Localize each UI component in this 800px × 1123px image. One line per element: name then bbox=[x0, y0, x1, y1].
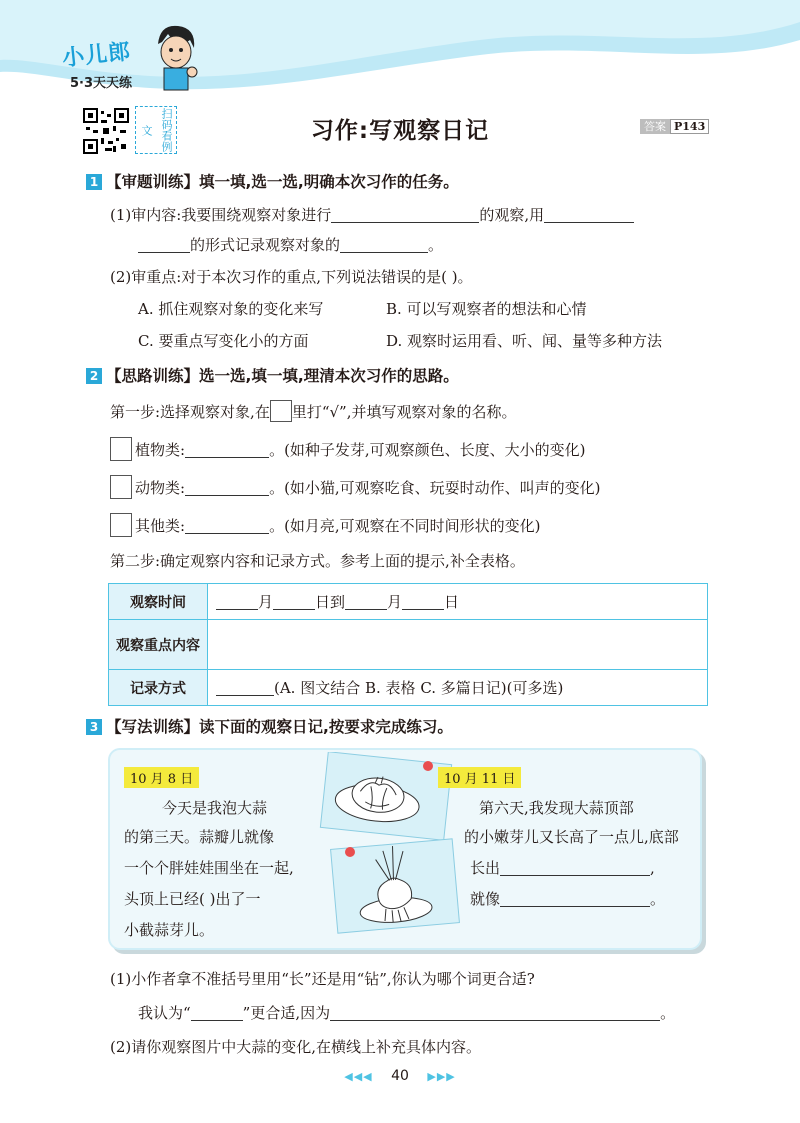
answer-reference bbox=[640, 118, 709, 134]
diary1-line: 小截蒜芽儿。 bbox=[124, 921, 215, 939]
reason-blank[interactable] bbox=[330, 1004, 660, 1021]
diary2-date: 10 月 11 日 bbox=[438, 767, 521, 788]
diary2-line: 长出 , bbox=[470, 859, 655, 877]
end-day-blank[interactable] bbox=[402, 593, 444, 610]
blank-observe-aspect[interactable] bbox=[340, 236, 428, 253]
blank-record-form[interactable] bbox=[544, 206, 634, 223]
prev-arrows: ◀◀◀ bbox=[344, 1070, 373, 1083]
s3-q1-answer: 我认为“ ”更合适,因为 。 bbox=[138, 1004, 676, 1022]
step1-instruction: 第一步:选择观察对象,在 里打“√”,并填写观察对象的名称。 bbox=[110, 400, 517, 422]
blank-record-form-cont[interactable] bbox=[138, 236, 190, 253]
section-1-heading bbox=[86, 170, 459, 192]
start-month-blank[interactable] bbox=[216, 593, 258, 610]
section-2-title: 【思路训练】选一选,填一填,理清本次习作的思路。 bbox=[106, 367, 459, 385]
method-blank[interactable] bbox=[216, 679, 274, 696]
option-b[interactable]: B. 可以写观察者的想法和心情 bbox=[386, 300, 587, 318]
option-c[interactable]: C. 要重点写变化小的方面 bbox=[138, 332, 309, 350]
plant-checkbox[interactable] bbox=[110, 437, 132, 461]
page-number: 40 bbox=[391, 1068, 409, 1084]
sample-checkbox bbox=[270, 400, 292, 422]
s3-q1: (1)小作者拿不准括号里用“长”还是用“钻”,你认为哪个词更合适? bbox=[110, 970, 535, 988]
time-cell[interactable]: 月 日到 月 日 bbox=[208, 584, 708, 620]
option-a[interactable]: A. 抓住观察对象的变化来写 bbox=[138, 300, 324, 318]
garlic-photo-day3 bbox=[316, 752, 456, 840]
method-cell[interactable]: (A. 图文结合 B. 表格 C. 多篇日记)(可多选) bbox=[208, 670, 708, 706]
s1-q1-line2: 的形式记录观察对象的 。 bbox=[138, 234, 443, 255]
answer-page: P143 bbox=[670, 119, 709, 134]
row-head-focus: 观察重点内容 bbox=[109, 620, 208, 670]
mascot-boy-icon bbox=[150, 22, 200, 92]
garlic-photo-day6 bbox=[326, 836, 464, 936]
animal-row: 动物类: 。(如小猫,可观察吃食、玩耍时动作、叫声的变化) bbox=[110, 475, 601, 499]
table-row bbox=[109, 670, 708, 706]
diary1-line: 今天是我泡大蒜 bbox=[162, 799, 268, 817]
start-day-blank[interactable] bbox=[273, 593, 315, 610]
next-arrows: ▶▶▶ bbox=[427, 1070, 456, 1083]
focus-cell[interactable] bbox=[208, 620, 708, 670]
other-name-blank[interactable] bbox=[185, 517, 269, 534]
blank-observe-type[interactable] bbox=[331, 206, 479, 223]
diary1-date: 10 月 8 日 bbox=[124, 767, 199, 788]
diary2-line: 第六天,我发现大蒜顶部 bbox=[479, 799, 634, 817]
s1-q2: (2)审重点:对于本次习作的重点,下列说法错误的是( )。 bbox=[110, 268, 473, 286]
step2-instruction: 第二步:确定观察内容和记录方式。参考上面的提示,补全表格。 bbox=[110, 552, 525, 570]
diary1-line: 的第三天。蒜瓣儿就像 bbox=[124, 828, 275, 846]
section-3-number: 3 bbox=[86, 719, 102, 735]
table-row bbox=[109, 620, 708, 670]
section-1-number: 1 bbox=[86, 174, 102, 190]
section-3-title: 【写法训练】读下面的观察日记,按要求完成练习。 bbox=[106, 718, 453, 736]
section-3-heading bbox=[86, 715, 453, 737]
scan-for-example-text: 扫码看例文 bbox=[135, 106, 177, 154]
s1-q1-line1: (1)审内容:我要围绕观察对象进行 的观察,用 bbox=[110, 204, 634, 225]
brand-logo: 小儿郎 bbox=[61, 39, 133, 72]
diary1-line: 一个个胖娃娃围坐在一起, bbox=[124, 859, 294, 877]
diary2-line: 的小嫩芽儿又长高了一点儿,底部 bbox=[464, 828, 679, 846]
roots-blank[interactable] bbox=[500, 859, 650, 876]
animal-checkbox[interactable] bbox=[110, 475, 132, 499]
diary1-line: 头顶上已经( )出了一 bbox=[124, 890, 261, 908]
section-2-number: 2 bbox=[86, 368, 102, 384]
answer-label: 答案 bbox=[640, 119, 670, 134]
plant-name-blank[interactable] bbox=[185, 441, 269, 458]
row-head-method: 记录方式 bbox=[109, 670, 208, 706]
s3-q2: (2)请你观察图片中大蒜的变化,在横线上补充具体内容。 bbox=[110, 1038, 482, 1056]
page-title: 习作:写观察日记 bbox=[310, 118, 490, 144]
animal-name-blank[interactable] bbox=[185, 479, 269, 496]
page-footer bbox=[0, 1068, 800, 1084]
row-head-time: 观察时间 bbox=[109, 584, 208, 620]
option-d[interactable]: D. 观察时运用看、听、闻、量等多种方法 bbox=[386, 332, 663, 350]
word-choice-blank[interactable] bbox=[191, 1004, 243, 1021]
table-row bbox=[109, 584, 708, 620]
diary2-line: 就像 。 bbox=[470, 890, 666, 908]
other-checkbox[interactable] bbox=[110, 513, 132, 537]
section-2-heading bbox=[86, 364, 459, 386]
other-row: 其他类: 。(如月亮,可观察在不同时间形状的变化) bbox=[110, 513, 541, 537]
end-month-blank[interactable] bbox=[345, 593, 387, 610]
record-table bbox=[108, 583, 708, 706]
section-1-title: 【审题训练】填一填,选一选,明确本次习作的任务。 bbox=[106, 173, 459, 191]
brand-series: 5·3天天练 bbox=[70, 76, 133, 91]
plant-row: 植物类: 。(如种子发芽,可观察颜色、长度、大小的变化) bbox=[110, 437, 586, 461]
simile-blank[interactable] bbox=[500, 890, 650, 907]
